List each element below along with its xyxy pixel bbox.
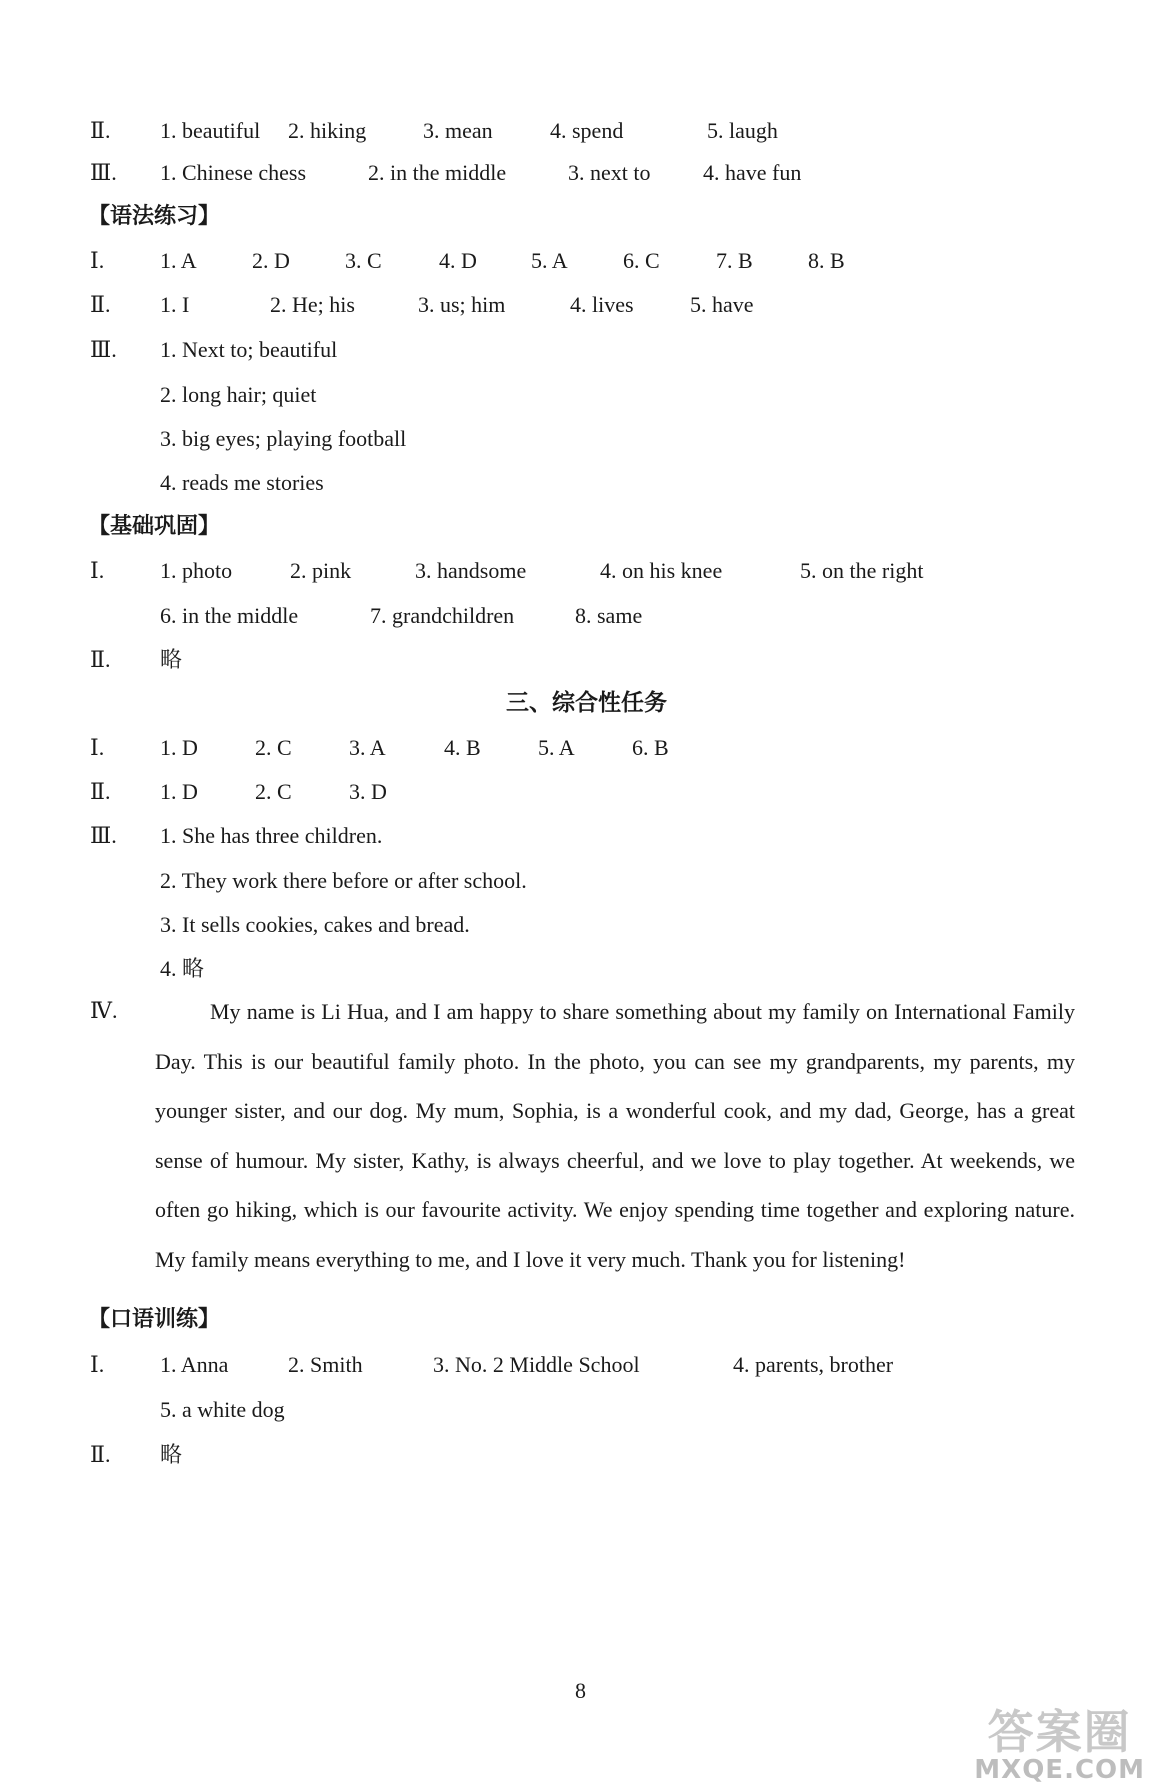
answer-item: 3. It sells cookies, cakes and bread. (160, 912, 470, 937)
answer-item: 2. D (252, 248, 290, 273)
grammar-i-row (90, 246, 845, 276)
answer-item: 1. Chinese chess (160, 160, 307, 185)
answer-item: 4. D (439, 248, 477, 273)
question-label: Ⅲ. (90, 160, 117, 185)
question-label: Ⅱ. (90, 1442, 111, 1467)
answer-item: 略 (160, 1442, 183, 1467)
answer-item: 2. They work there before or after school. (160, 868, 527, 893)
answer-item: 5. a white dog (160, 1397, 285, 1422)
basics-i-row (90, 556, 923, 586)
answer-item: 4. 略 (160, 956, 205, 981)
answer-item: 5. on the right (800, 558, 924, 583)
answer-item: 1. photo (160, 558, 233, 583)
answer-item: 1. She has three children. (160, 823, 383, 848)
answer-item: 3. handsome (415, 558, 527, 583)
answer-item: 3. big eyes; playing football (160, 426, 407, 451)
answer-item: 6. C (623, 248, 660, 273)
answer-item: 1. A (160, 248, 197, 273)
answer-item: 1. Anna (160, 1352, 229, 1377)
answer-item: 1. D (160, 779, 198, 804)
answer-item: 8. same (575, 603, 643, 628)
answer-item: 3. No. 2 Middle School (433, 1352, 640, 1377)
answer-item: 1. Next to; beautiful (160, 337, 338, 362)
grammar-heading: 【语法练习】 (88, 204, 221, 229)
answer-item: 6. B (632, 735, 669, 760)
answer-item: 4. parents, brother (733, 1352, 894, 1377)
question-label: Ⅰ. (90, 558, 105, 583)
answer-item: 2. He; his (270, 292, 355, 317)
answer-item: 8. B (808, 248, 845, 273)
answer-item: 5. A (538, 735, 575, 760)
answer-item: 1. D (160, 735, 198, 760)
answer-item: 4. on his knee (600, 558, 723, 583)
answer-item: 4. reads me stories (160, 470, 324, 495)
answer-item: 4. have fun (703, 160, 802, 185)
question-label: Ⅱ. (90, 292, 111, 317)
comprehensive-i-row (90, 733, 669, 763)
basics-i-row2 (160, 601, 642, 631)
answer-item: 3. next to (568, 160, 651, 185)
question-label: Ⅳ. (90, 998, 118, 1023)
answer-item: 4. lives (570, 292, 634, 317)
answer-item: 7. B (716, 248, 753, 273)
oral-i-row (90, 1350, 893, 1380)
question-label: Ⅰ. (90, 248, 105, 273)
answer-item: 4. spend (550, 118, 624, 143)
answer-item: 略 (160, 647, 183, 672)
answer-item: 2. C (255, 779, 292, 804)
watermark-logo (974, 1705, 1145, 1785)
answer-item: 2. long hair; quiet (160, 382, 317, 407)
answer-item: 2. Smith (288, 1352, 363, 1377)
oral-heading: 【口语训练】 (88, 1307, 221, 1332)
basics-ii-row (90, 645, 182, 675)
oral-ii-row (90, 1440, 182, 1470)
watermark-site-text: MXQE.COM (974, 1755, 1145, 1785)
question-label: Ⅲ. (90, 823, 117, 848)
answer-item: 5. have (690, 292, 754, 317)
answer-item: 3. mean (423, 118, 493, 143)
answer-item: 2. hiking (288, 118, 367, 143)
answer-item: 2. pink (290, 558, 352, 583)
question-label: Ⅱ. (90, 647, 111, 672)
question-label: Ⅰ. (90, 735, 105, 760)
sec1-ii-row (90, 116, 778, 146)
answer-item: 3. A (349, 735, 386, 760)
question-label: Ⅱ. (90, 779, 111, 804)
answer-item: 5. laugh (707, 118, 778, 143)
watermark-logo-text: 答案圈 (987, 1705, 1132, 1759)
sec1-iii-row (90, 158, 801, 188)
answer-item: 1. I (160, 292, 190, 317)
basics-heading: 【基础巩固】 (88, 514, 221, 539)
answer-item: 3. C (345, 248, 382, 273)
answer-item: 2. C (255, 735, 292, 760)
answer-item: 6. in the middle (160, 603, 299, 628)
comprehensive-ii-row (90, 777, 387, 807)
page-number: 8 (575, 1678, 586, 1703)
answer-item: 2. in the middle (368, 160, 507, 185)
answer-item: 7. grandchildren (370, 603, 515, 628)
answer-item: 1. beautiful (160, 118, 261, 143)
answer-item: 4. B (444, 735, 481, 760)
grammar-iii-row (90, 335, 337, 365)
comprehensive-iii-row (90, 821, 382, 851)
answer-item: 3. D (349, 779, 387, 804)
question-label: Ⅱ. (90, 118, 111, 143)
section-title: 三、综合性任务 (506, 690, 667, 716)
answer-item: 3. us; him (418, 292, 506, 317)
grammar-ii-row (90, 290, 754, 320)
question-label: Ⅲ. (90, 337, 117, 362)
essay-paragraph: My name is Li Hua, and I am happy to share something about my family on International Family Day. This is our beautiful family photo. In the photo, you can see my grandparents, my parents, my younger sister, and our dog. My mum, Sophia, is a wonderful cook, and my dad, George, has a great sense of humour. My sister, Kathy, is always cheerful, and we love to play together. At weekends, we often go hiking, which is our favourite activity. We enjoy spending time together and exploring nature. My family means everything to me, and I love it very much. Thank you for listening! (155, 999, 1075, 1272)
answer-item: 5. A (531, 248, 568, 273)
question-label: Ⅰ. (90, 1352, 105, 1377)
